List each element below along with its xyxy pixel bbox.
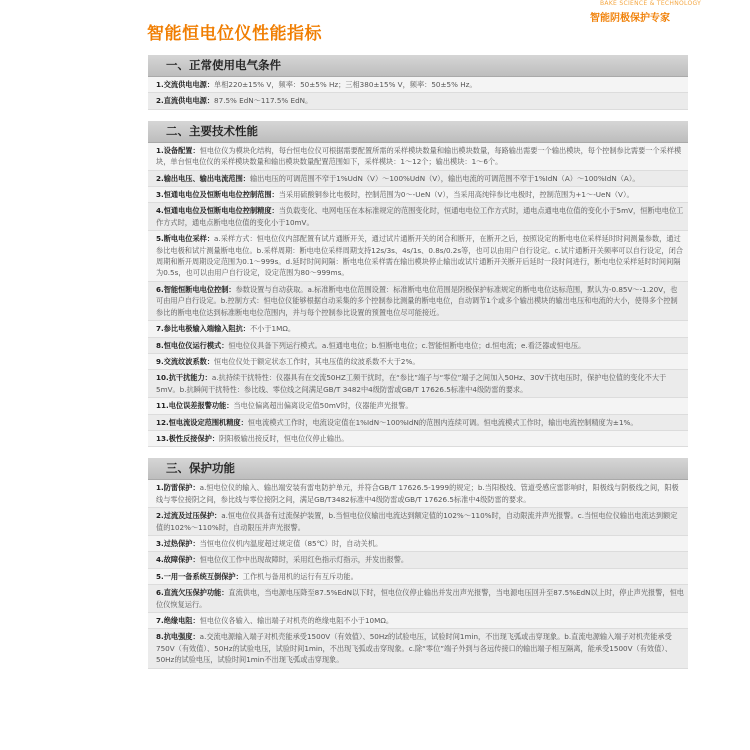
spec-text: 恒电位仪具备下列运行模式。a.恒通电电位；b.恒断电电位；c.智能恒断电电位；d.恒电流；e.看泛器或恒电压。 [228,340,586,350]
spec-text: 阴阳极输出接反时，恒电位仪停止输出。 [219,433,349,443]
spec-label: 9.交流纹波系数： [156,356,215,366]
spec-text: 恒电位仪处于额定状态工作时，其电压值的纹波系数不大于2%。 [214,356,420,366]
spec-label: 11.电位误差报警功能： [156,401,234,411]
spec-item [148,282,688,321]
spec-text: a.恒电位仪具备有过流保护装置，b.当恒电位仪输出电流达到额定值的102%～110%时，自动限流并声光报警。c.当恒电位仪输出电流达到额定值的102%～110%时，自动限压并声光报警。 [156,511,678,532]
spec-label: 6.直流欠压保护功能： [156,588,229,598]
section-heading: 二、主要技术性能 [148,121,688,143]
spec-text: 恒电位仪各输入、输出端子对机壳的绝缘电阻不小于10MΩ。 [199,616,394,625]
spec-label: 13.极性反接保护： [156,433,220,443]
spec-item [148,187,688,203]
spec-item [148,171,688,187]
spec-text: 直流供电，当电源电压降至87.5%EdN以下时，恒电位仪停止输出并发出声光报警，当电源电压回升至87.5%EdN以上时，停止声光报警，恒电位仪恢复运行。 [156,588,684,609]
spec-label: 5.一用一备系统互倒保护： [156,571,243,581]
page-title: 智能恒电位仪性能指标 [147,24,322,44]
spec-label: 2.输出电压、输出电流范围： [156,173,250,183]
spec-label: 12.恒电流设定范围机精度： [156,417,248,427]
spec-item [148,93,688,109]
spec-item [148,585,688,613]
brand-subtitle: BAKE SCIENCE & TECHNOLOGY [600,0,702,7]
spec-label: 7.参比电极输入端输入阻抗： [156,324,250,334]
page-header [0,0,750,52]
brand-slogan: 智能阴极保护专家 [590,13,670,24]
spec-item [148,321,688,337]
spec-label: 4.恒通电电位及恒断电电位控制精度： [156,206,279,216]
spec-text: a.交流电源输入端子对机壳能承受1500V（有效值）、50Hz的试验电压，试验时间1min，不出现飞弧或击穿现象。b.直流电源输入端子对机壳能承受750V（有效值）、50Hz的试验电压，试验时间1min，不出现飞弧或击穿现象。c.除“零位”端子外到与各远传接口的输出端子相互隔离，能承受1500V（有效值）、50Hz的试验电压，试验时间1min不出现飞弧或击穿现象。 [156,632,673,665]
spec-item [148,338,688,354]
spec-item [148,508,688,536]
spec-label: 3.过热保护： [156,538,200,548]
spec-text: 工作机与备用机的运行有互斥功能。 [242,571,358,581]
spec-text: 单相220±15% V，频率：50±5% Hz；三相380±15% V，频率：50±5% Hz。 [214,80,477,89]
spec-label: 8.抗电强度： [156,632,200,642]
spec-item [148,203,688,231]
spec-text: 不小于1MΩ。 [249,324,296,334]
section-heading: 三、保护功能 [148,458,688,480]
spec-item [148,370,688,398]
spec-text: a.恒电位仪的输入、输出端安装有雷电防护单元，并符合GB/T 17626.5-1999的规定；b.当阳极线、管道受感应雷影响时，阳极线与阴极线之间，阳极线与零位接阴之间，参比线与零位接阴之间，满足GB/T3482标准中4级防雷或GB/T 17626.5标准中4级防雷的要求。 [156,483,679,504]
spec-item [148,552,688,568]
spec-label: 2.直流供电电源： [156,96,215,106]
spec-item [148,231,688,282]
spec-item [148,415,688,431]
spec-item [148,398,688,414]
spec-label: 2.过流及过压保护： [156,511,222,521]
section-heading: 一、正常使用电气条件 [148,55,688,77]
spec-text: 恒电位仪工作中出现故障时，采用红色指示灯指示，并发出报警。 [199,555,409,565]
spec-text: a.抗持续干扰特性：仪器具有在交流50HZ工频干扰时，在“参比”端子与“零位”端子之间加入50Hz、30V干扰电压时，保护电位值的变化不大于5mV。b.抗瞬间干扰特性：参比线、零位线之间满足GB/T 3482中4级防雷或GB/T 17626.5标准中4级防雷的要求。 [156,373,667,394]
spec-text: 当恒电位仪机内温度超过规定值（85℃）时，自动关机。 [199,538,383,548]
spec-text: 当电位偏离超出偏离设定值50mV时，仪器能声光报警。 [233,401,413,411]
spec-item [148,536,688,552]
spec-text: 参数设置与自动获取。a.标准断电电位范围设置：标准断电电位范围是阴极保护标准规定的断电电位达标范围，默认为-0.85V～-1.20V，也可由用户自行设定。b.控制方式：恒电位仪能够根据自动采集的多个控制参比测量的断电电位，自动调节1个或多个输出模块的输出电压和电流的大小，使得多个控制参比的断电电位达到标准断电电位范围内，并与每个控制参比设置的预置电位尽可能接近。 [156,284,678,317]
spec-label: 7.绝缘电阻： [156,616,200,625]
spec-text: 87.5% EdN～117.5% EdN。 [214,96,313,106]
spec-label: 10.抗干扰能力： [156,373,212,383]
spec-text: 恒电流模式工作时，电流设定值在1%IdN～100%IdN的范围内连续可调。恒电流模式工作时，输出电流控制精度为±1%。 [247,417,638,427]
spec-item [148,354,688,370]
spec-item [148,480,688,508]
spec-text: 输出电压的可调范围不窄于1%UdN（V）～100%UdN（V），输出电流的可调范围不窄于1%IdN（A）～100%IdN（A）。 [249,173,640,183]
spec-text: 恒电位仪为模块化结构，每台恒电位仪可根据需要配置所需的采样模块数量和输出模块数量，每路输出需要一个输出模块，每个控制参比需要一个采样模块，单台恒电位仪的采样模块数量和输出模块数量配置范围如下，采样模块：1～12个；输出模块：1～6个。 [156,145,682,167]
spec-content [148,52,688,669]
spec-label: 1.防雷保护： [156,483,200,493]
spec-item [148,431,688,447]
spec-item [148,569,688,585]
spec-label: 5.断电电位采样： [156,234,215,244]
spec-label: 8.恒电位仪运行模式： [156,340,229,350]
spec-text: 当采用硫酸铜参比电极时，控制范围为0～-UeN（V），当采用高纯锌参比电极时，控制范围为+1～-UeN（V）。 [278,190,634,200]
spec-label: 1.设备配置： [156,145,200,155]
spec-label: 3.恒通电电位及恒断电电位控制范围： [156,190,279,200]
spec-label: 1.交流供电电源： [156,80,215,89]
spec-item [148,77,688,93]
spec-item [148,629,688,668]
spec-item [148,613,688,629]
spec-text: a.采样方式：恒电位仪内部配置有试片通断开关，通过试片通断开关的闭合和断开，在断开之后，按照设定的断电电位采样延时时间测量参数，通过参比电极和试片测量断电电位。b.采样周期：断电电位采样周期支持12s/3s、4s/1s、0.8s/0.2s等，也可以由用户自行设定。c.试片通断开关频率可以自行设定，闭合周期和断开周期设定范围为0.1～999s。d.延时时间间隔：断电电位采样需在输出模块停止输出或试片通断开关断开后延时一段时间进行，断电电位采样延时时间间隔为0.5s，也可以由用户自行设定，设定范围为80～999ms。 [156,234,683,278]
spec-text: 当负载变化、电网电压在本标准规定的范围变化时，恒通电电位工作方式时，通电点通电电位值的变化小于5mV，恒断电电位工作方式时，通电点断电电位值的变化小于10mV。 [156,206,684,227]
spec-label: 4.故障保护： [156,555,200,565]
spec-label: 6.智能恒断电电位控制： [156,284,236,294]
spec-item [148,143,688,171]
